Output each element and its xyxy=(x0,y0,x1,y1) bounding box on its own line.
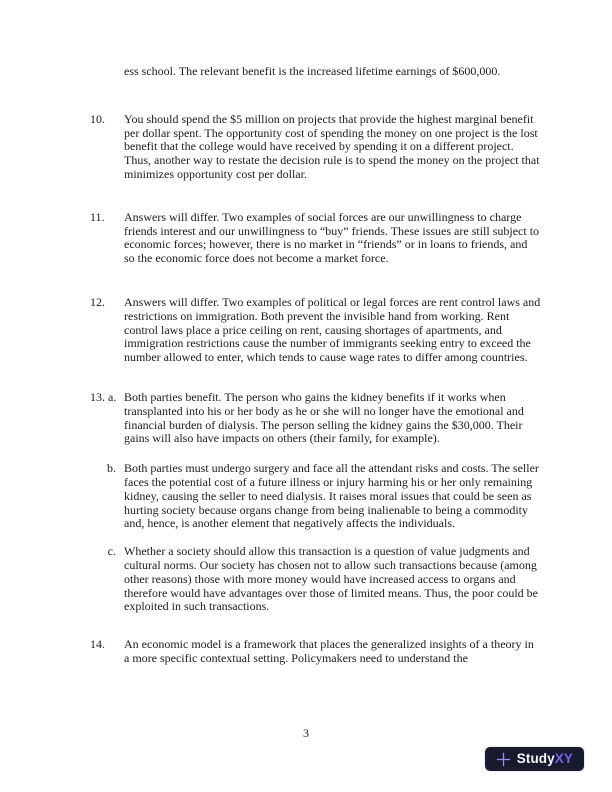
answer-item-13b xyxy=(90,462,541,531)
continuation-paragraph: ess school. The relevant benefit is the increased lifetime earnings of $600,000. xyxy=(124,64,501,78)
item-text: Answers will differ. Two examples of political or legal forces are rent control laws and restrictions on immigration. Both prevent the invisible hand from working. Rent control laws place a price ceiling on rent, causing shortages of apartments, and immigration restrictions cause the number of immigrants seeking entry to exceed the number allowed to enter, which tends to cause wage rates to differ among countries. xyxy=(124,294,541,365)
item-text: An economic model is a framework that places the generalized insights of a theory in a more specific contextual setting. Policymakers need to understand the xyxy=(124,637,534,665)
item-text: Whether a society should allow this transaction is a question of value judgments and cultural norms. Our society has chosen not to allow such transactions because (among other reasons) those with more money would have increased access to organs and therefore would have advantages over those of limited means. Thus, the poor could be exploited in such transactions. xyxy=(124,544,538,614)
brand-xy-text: XY xyxy=(554,751,573,767)
item-number: b. xyxy=(107,461,116,476)
item-number: c. xyxy=(107,544,116,559)
item-number: 11. xyxy=(90,209,105,224)
brand-wordmark xyxy=(517,752,573,766)
brand-study-text: Study xyxy=(516,751,555,767)
plus-icon xyxy=(496,752,511,767)
item-number: 10. xyxy=(90,111,105,126)
answer-item-10 xyxy=(90,113,541,182)
answer-item-13c xyxy=(90,545,541,614)
answer-item-13a xyxy=(90,391,541,446)
item-number: 14. xyxy=(90,637,105,652)
answer-item-14 xyxy=(90,638,541,666)
item-text: You should spend the $5 million on projects that provide the highest marginal benefit per dollar spent. The opportunity cost of spending the money on one project is the lost benefit that the college would have received by spending it on a different project. Thus, another way to restate the decision rule is to spend the money on the project that minimizes opportunity cost per dollar. xyxy=(124,111,540,181)
item-text: Answers will differ. Two examples of social forces are our unwillingness to charge friends interest and our unwillingness to “buy” friends. These issues are still subject to economic forces; however, there is no market in “friends” or in loans to friends, and so the economic force does not become a market force. xyxy=(124,209,540,266)
item-text: Both parties must undergo surgery and face all the attendant risks and costs. The seller faces the potential cost of a future illness or injury harming his or her only remaining kidney, causing the seller to need dialysis. It raises moral issues that could be seen as hurting society because organs change from being inalienable to being a commodity and, hence, is another element that negatively affects the individuals. xyxy=(124,461,539,531)
page-number: 3 xyxy=(303,726,309,740)
item-number: 12. xyxy=(90,294,105,309)
answer-item-12 xyxy=(90,296,541,365)
item-number: 13. a. xyxy=(90,389,117,404)
studyxy-logo-badge xyxy=(485,747,584,771)
answer-item-11 xyxy=(90,211,541,266)
item-text: Both parties benefit. The person who gains the kidney benefits if it works when transplanted into his or her body as he or she will no longer have the emotional and financial burden of dialysis. The person selling the kidney gains the $30,000. Their gains will also have impacts on others (their family, for example). xyxy=(124,389,524,446)
